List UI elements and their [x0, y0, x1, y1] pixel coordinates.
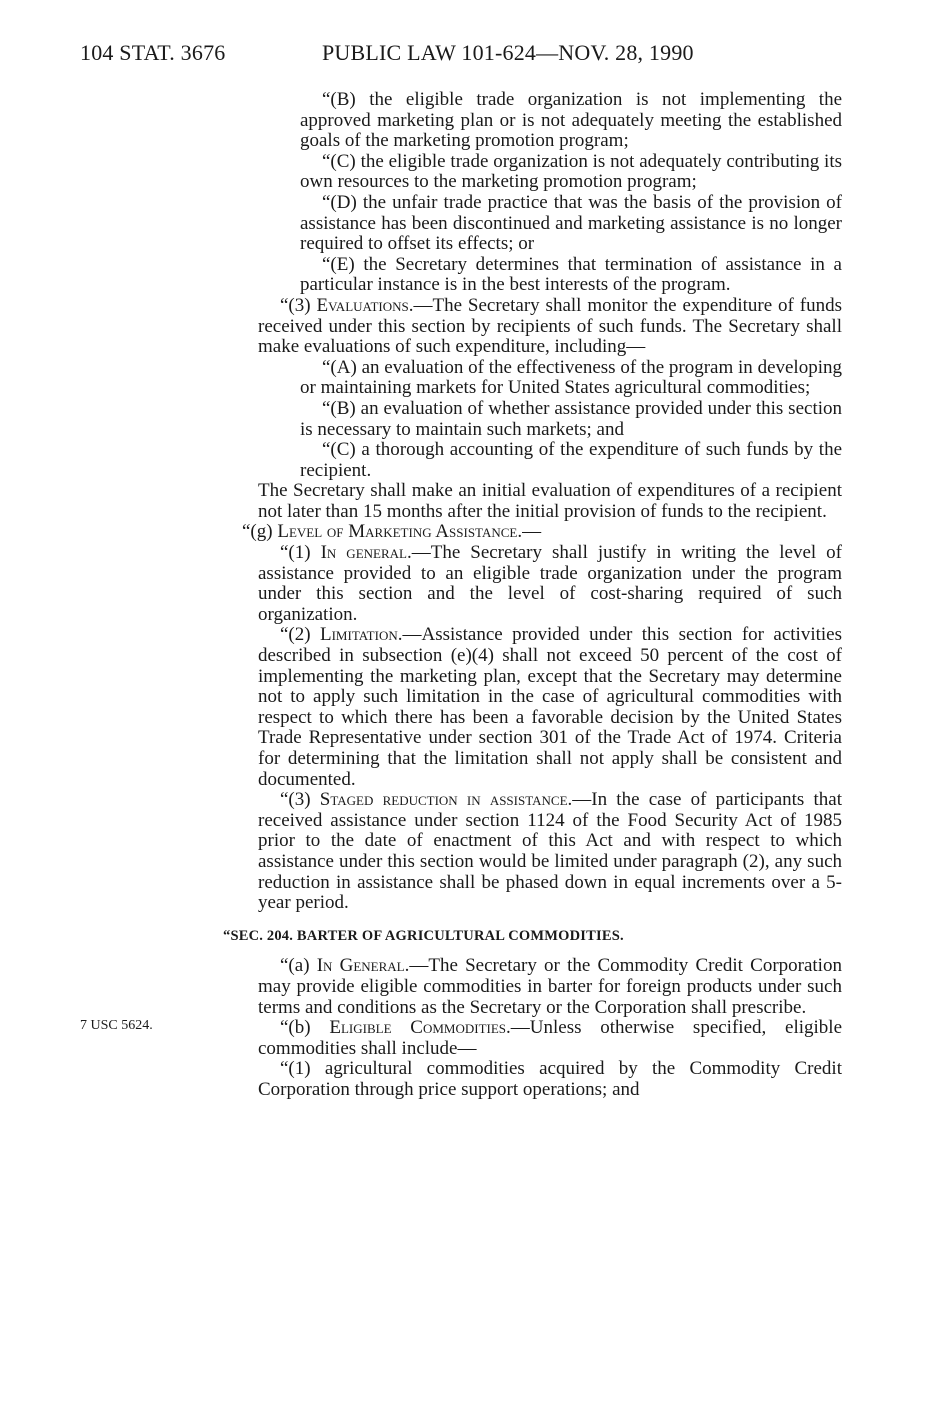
paragraph-a-evaluation: “(A) an evaluation of the effectiveness of the program in developing or maintaining markets for United States agricultural commodities; — [300, 356, 842, 399]
subsection-number: “(a) — [280, 955, 317, 977]
subsection-b-eligible — [258, 1018, 842, 1059]
heading-limitation: Limitation. — [320, 624, 403, 646]
paragraph-text: —Assistance provided under this section for activities described in subsection (e)(4) shall not exceed 50 percent of the cost of implementing the marketing plan, except that the Secretary may determine not to apply such limitation in the case of agricultural commodities with respect to which there has been a favorable decision by the United States Trade Representative under section 301 of the Trade Act of 1974. Criteria for determining that the limitation shall not apply shall be consistent and documented. — [258, 624, 842, 790]
usc-margin-note: 7 USC 5624. — [80, 1018, 153, 1033]
paragraph-number: “(3) — [280, 294, 317, 316]
heading-eligible-commodities: Eligible Commodities. — [329, 1017, 511, 1039]
paragraph-b-evaluation: “(B) an evaluation of whether assistance provided under this section is necessary to maintain such markets; and — [300, 397, 842, 440]
paragraph-limitation — [258, 625, 842, 790]
paragraph-c: “(C) the eligible trade organization is not adequately contributing its own resources to the marketing promotion program; — [300, 150, 842, 193]
page-reference: 104 STAT. 3676 — [80, 40, 226, 65]
subsection-text: —The Secretary or the Commodity Credit Corporation may provide eligible commodities in barter for foreign products under such terms and conditions as the Secretary or the Corporation shall prescribe. — [258, 955, 842, 1018]
paragraph-number: “(3) — [280, 789, 320, 811]
paragraph-text: —The Secretary shall justify in writing the level of assistance provided to an eligible trade organization under the program under this section and the level of cost-sharing required of such organization. — [258, 542, 843, 625]
subsection-number: “(b) — [280, 1017, 330, 1039]
running-title: PUBLIC LAW 101-624—NOV. 28, 1990 — [322, 40, 694, 65]
law-text-body — [223, 89, 843, 1101]
page-header — [0, 40, 945, 80]
paragraph-staged-reduction — [258, 790, 842, 914]
subsection-heading-level: Level of Marketing Assistance. — [277, 521, 523, 543]
paragraph-initial-evaluation: The Secretary shall make an initial evaluation of expenditures of a recipient not later than 15 months after the initial provision of funds to the recipient. — [258, 480, 842, 522]
section-204-heading: “SEC. 204. BARTER OF AGRICULTURAL COMMODITIES. — [223, 927, 624, 944]
paragraph-number: “(2) — [280, 624, 320, 646]
paragraph-in-general — [258, 543, 842, 625]
paragraph-e: “(E) the Secretary determines that termination of assistance in a particular instance is in the best interests of the program. — [300, 253, 842, 296]
heading-in-general: In general. — [320, 542, 412, 564]
heading-staged-reduction: Staged reduction in assistance. — [319, 789, 573, 811]
section-heading-evaluations: Evaluations. — [316, 294, 414, 316]
subsection-number: “(g) — [242, 521, 278, 543]
subsection-text: —Unless otherwise specified, eligible commodities shall include— — [258, 1017, 843, 1059]
paragraph-c-accounting: “(C) a thorough accounting of the expenditure of such funds by the recipient. — [300, 439, 842, 481]
paragraph-evaluations — [258, 296, 842, 358]
subsection-text: — — [522, 521, 542, 543]
paragraph-d: “(D) the unfair trade practice that was the basis of the provision of assistance has been discontinued and marketing assistance is no longer required to offset its effects; or — [300, 191, 842, 255]
subsection-a-in-general — [258, 956, 842, 1018]
paragraph-number: “(1) — [280, 542, 321, 564]
paragraph-b: “(B) the eligible trade organization is not implementing the approved marketing plan or is not adequately meeting the established goals of the marketing promotion program; — [300, 89, 842, 152]
subsection-g — [242, 522, 842, 543]
paragraph-text: —In the case of participants that received assistance under section 1124 of the Food Security Act of 1985 prior to the date of enactment of this Act and with respect to which assistance under this section would be limited under paragraph (2), any such reduction in assistance shall be phased down in equal increments over a 5-year period. — [258, 789, 842, 914]
paragraph-text: —The Secretary shall monitor the expenditure of funds received under this section by recipients of such funds. The Secretary shall make evaluations of such expenditure, including— — [258, 294, 842, 358]
paragraph-1-agricultural: “(1) agricultural commodities acquired by the Commodity Credit Corporation through price support operations; and — [258, 1058, 842, 1100]
heading-in-general-a: In General. — [316, 955, 410, 977]
